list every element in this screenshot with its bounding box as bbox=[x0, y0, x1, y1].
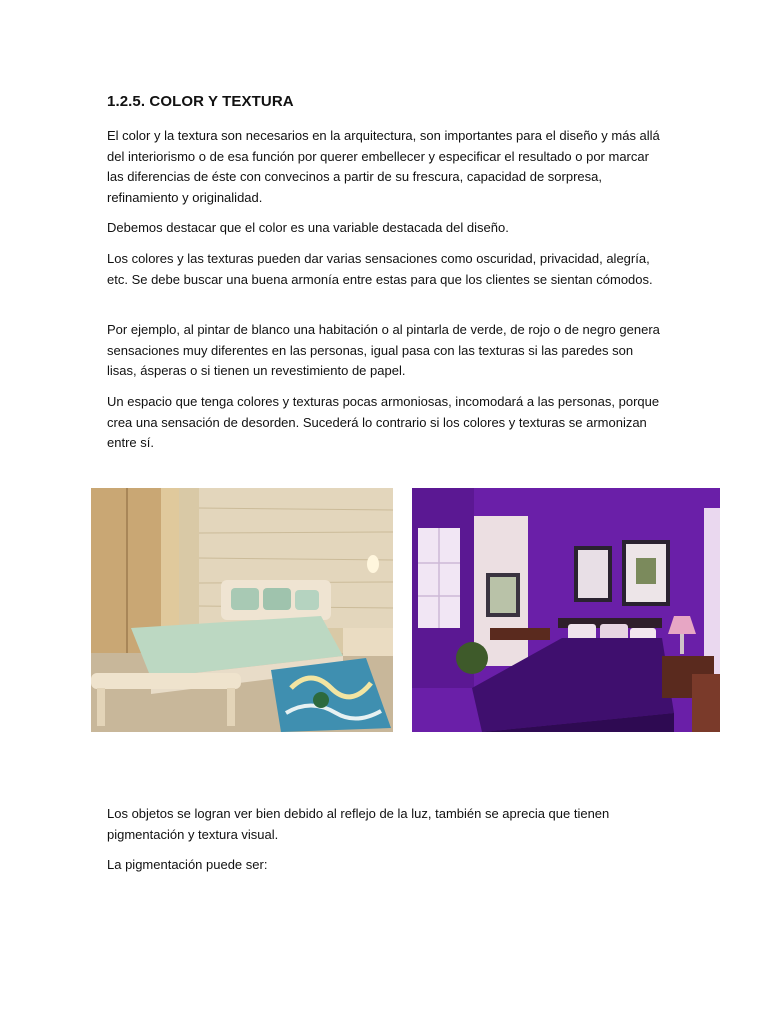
paragraph-light-reflection: Los objetos se logran ver bien debido al reflejo de la luz, también se aprecia que tienen pigmentación y textura visual. bbox=[107, 806, 610, 842]
paragraph-sensations: Los colores y las texturas pueden dar varias sensaciones como oscuridad, privacidad, alegría, etc. Se debe buscar una buena armonía entre estas para que los clientes se sientan cómodos. bbox=[107, 251, 653, 287]
section-heading: 1.2.5. COLOR Y TEXTURA bbox=[107, 93, 294, 110]
photo-beige-bedroom bbox=[91, 488, 393, 732]
paragraph-disorder: Un espacio que tenga colores y texturas pocas armoniosas, incomodará a las personas, porque crea una sensación de desorden. Sucederá lo contrario si los colores y texturas se armonizan entre sí. bbox=[107, 394, 660, 450]
paragraph-pigmentation: La pigmentación puede ser: bbox=[107, 857, 268, 872]
paragraph-color-variable: Debemos destacar que el color es una variable destacada del diseño. bbox=[107, 220, 509, 235]
paragraph-example: Por ejemplo, al pintar de blanco una habitación o al pintarla de verde, de rojo o de negro genera sensaciones muy diferentes en las personas, igual pasa con las texturas si las paredes son lisas, ásperas o si tienen un revestimiento de papel. bbox=[107, 322, 660, 378]
photo-purple-bedroom bbox=[412, 488, 720, 732]
paragraph-intro: El color y la textura son necesarios en la arquitectura, son importantes para el diseño y más allá del interiorismo o de esa función por querer embellecer y especificar el resultado o por marcar las diferencias de éste con convecinos a partir de su frescura, capacidad de sorpresa, refinamiento y originalidad. bbox=[107, 128, 660, 205]
